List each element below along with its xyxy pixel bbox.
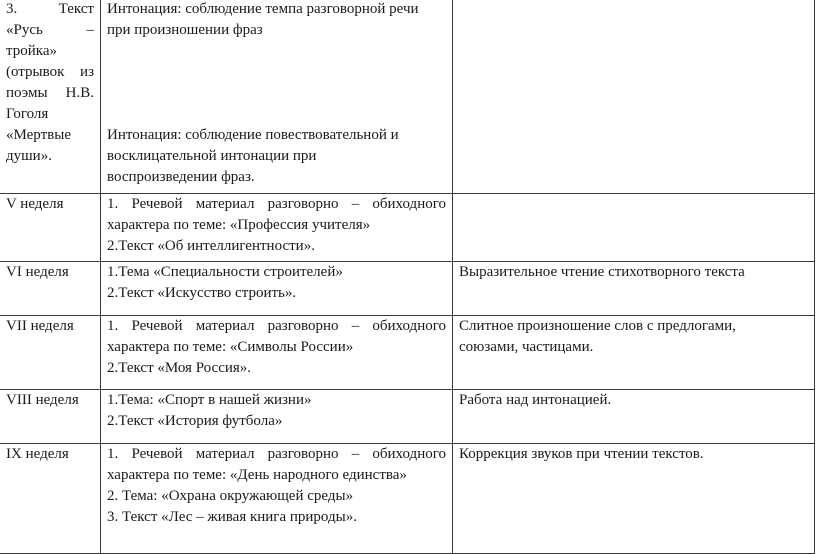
topic-cell: [101, 262, 453, 316]
topic-line: 2.Текст «Искусство строить».: [107, 285, 297, 301]
topic-line: 3. Текст «Лес – живая книга природы».: [107, 509, 357, 525]
topic-line: 1. Речевой материал разговорно – обиходного: [107, 446, 446, 462]
week-line: души».: [6, 148, 52, 164]
week-line: поэмы Н.В.: [6, 85, 94, 101]
week-line: тройка»: [6, 43, 57, 59]
topic-line: 1.Тема «Специальности строителей»: [107, 264, 343, 280]
table-row: [0, 444, 815, 554]
skill-cell: [453, 0, 815, 194]
topic-line: 2.Текст «История футбола»: [107, 413, 283, 429]
table-row: [0, 316, 815, 390]
skill-cell: Коррекция звуков при чтении текстов.: [453, 444, 815, 554]
topic-line: характера по теме: «День народного единства»: [107, 467, 407, 483]
table-row: [0, 390, 815, 444]
topic-line: 2.Текст «Об интеллигентности».: [107, 238, 315, 254]
week-line: 3. Текст: [6, 1, 94, 17]
topic-line: воспроизведении фраз.: [107, 169, 255, 185]
topic-cell: [101, 194, 453, 262]
topic-line: Интонация: соблюдение темпа разговорной речи: [107, 1, 419, 17]
week-cell: VI неделя: [0, 262, 101, 316]
skill-cell: [453, 316, 815, 390]
week-line: Гоголя: [6, 106, 49, 122]
week-cell: IX неделя: [0, 444, 101, 554]
skill-cell: Работа над интонацией.: [453, 390, 815, 444]
topic-line: 2.Текст «Моя Россия».: [107, 360, 252, 376]
topic-cell: [101, 0, 453, 194]
week-line: «Русь –: [6, 22, 94, 38]
skill-cell: [453, 194, 815, 262]
topic-line: 1. Речевой материал разговорно – обиходного: [107, 318, 446, 334]
topic-line: 2. Тема: «Охрана окружающей среды»: [107, 488, 354, 504]
topic-line: характера по теме: «Символы России»: [107, 339, 354, 355]
topic-line: 1.Тема: «Спорт в нашей жизни»: [107, 392, 312, 408]
week-line: «Мертвые: [6, 127, 71, 143]
week-cell: [0, 0, 101, 194]
table-row: [0, 262, 815, 316]
skill-line: союзами, частицами.: [459, 339, 594, 355]
topic-cell: [101, 390, 453, 444]
topic-cell: [101, 444, 453, 554]
week-cell: V неделя: [0, 194, 101, 262]
table-row: [0, 0, 815, 194]
week-cell: VII неделя: [0, 316, 101, 390]
skill-line: Слитное произношение слов с предлогами,: [459, 318, 736, 334]
topic-line: Интонация: соблюдение повествовательной и: [107, 127, 399, 143]
table-row: [0, 194, 815, 262]
week-line: (отрывок из: [6, 64, 94, 80]
topic-cell: [101, 316, 453, 390]
topic-line: при произношении фраз: [107, 22, 263, 38]
topic-line: восклицательной интонации при: [107, 148, 317, 164]
topic-line: характера по теме: «Профессия учителя»: [107, 217, 371, 233]
skill-cell: Выразительное чтение стихотворного текста: [453, 262, 815, 316]
topic-line: 1. Речевой материал разговорно – обиходного: [107, 196, 446, 212]
week-cell: VIII неделя: [0, 390, 101, 444]
